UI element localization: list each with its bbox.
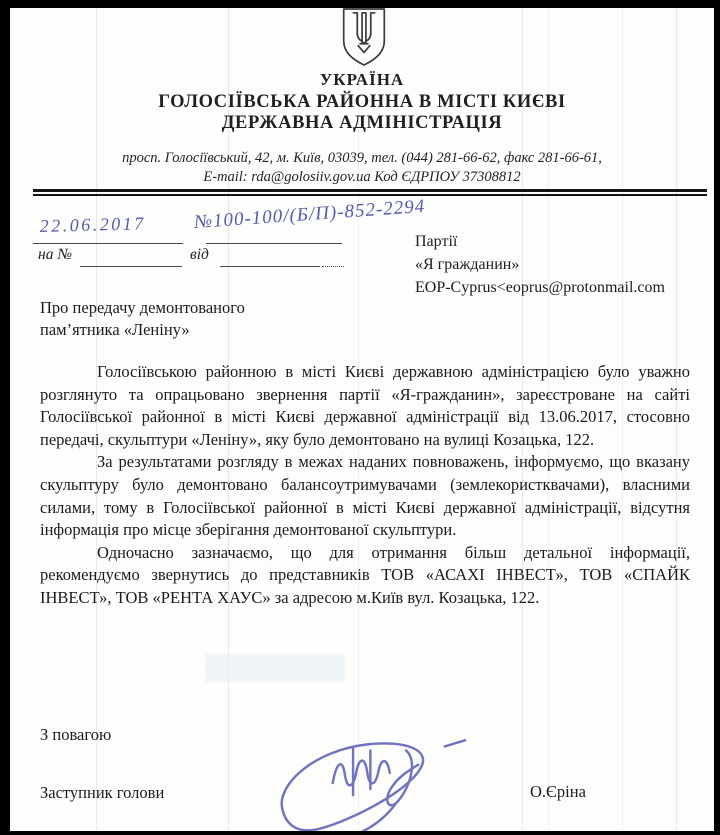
- body-paragraph-3: Одночасно зазначаємо, що для отримання більш детальної інформації, рекомендуємо звернутись до представників ТОВ «АСАХІ ІНВЕСТ», ТОВ «СПАЙК ІНВЕСТ», ТОВ «РЕНТА ХАУС» за адресою м.Київ вул. Козацька, 122.: [40, 542, 690, 607]
- reference-date-handwritten: 22.06.2017: [39, 213, 146, 237]
- letter-body: [40, 361, 690, 610]
- body-paragraph-2: За результатами розгляду в межах наданих повноважень, інформуємо, що вказану скульптуру було демонтовано балансоутримувачами (землекористквачами), власними силами, тому в Голосіївської районної в місті Києві державної адміністрації, відсутня інформація про місце зберігання демонтованої скульптури.: [40, 452, 690, 540]
- reference-date-underline: [33, 242, 183, 244]
- recipient-line1: Партії: [415, 233, 458, 250]
- subject-line1: Про передачу демонтованого: [40, 298, 245, 317]
- handwritten-signature-icon: [265, 724, 490, 831]
- subject-line2: пам’ятника «Леніну»: [40, 319, 190, 339]
- closing-position: Заступник голови: [40, 783, 165, 802]
- faint-stamp-smudge: [205, 654, 345, 682]
- letterhead-org-line1: ГОЛОСІЇВСЬКА РАЙОННА В МІСТІ КИЄВІ: [158, 92, 566, 112]
- letterhead-org-line2: ДЕРЖАВНА АДМІНІСТРАЦІЯ: [221, 113, 503, 133]
- ukraine-trident-emblem-icon: [338, 8, 390, 66]
- reference-number-handwritten: №100-100/(Б/П)-852-2294: [193, 195, 426, 234]
- reference-na-no-label: на №: [38, 246, 72, 263]
- reference-vid-label: від: [190, 246, 209, 263]
- letterhead-address-line2: E-mail: rda@golosiiv.gov.ua Код ЄДРПОУ 37308812: [203, 169, 521, 185]
- body-paragraph-1: Голосіївською районною в місті Києві державною адміністрацією було уважно розглянуто та опрацьовано звернення партії «Я-гражданин», зареєстроване на сайті Голосіївської районної в місті Києві державної адміністрації від 13.06.2017, стосовно передачі, скульптури «Леніну», яку було демонтовано на вулиці Козацька, 122.: [40, 362, 690, 449]
- closing-signer-name: О.Єріна: [530, 782, 586, 801]
- letterhead-divider: [33, 189, 707, 196]
- reference-na-no-underline: [80, 265, 182, 267]
- subject-block: [40, 297, 245, 340]
- closing-regards: З повагою: [40, 725, 112, 744]
- reference-vid-underline-dots: [322, 265, 344, 267]
- recipient-email: EOP-Cyprus<eoprus@protonmail.com: [415, 279, 665, 296]
- reference-vid-underline: [220, 265, 320, 267]
- recipient-block: [415, 230, 665, 299]
- recipient-line2: «Я гражданин»: [415, 256, 520, 273]
- reference-number-underline: [206, 242, 342, 244]
- letter-page: [10, 8, 714, 831]
- letterhead-address-line1: просп. Голосіївський, 42, м. Київ, 03039, тел. (044) 281-66-62, факс 281-66-61,: [122, 150, 602, 166]
- letterhead-country: УКРАЇНА: [319, 70, 405, 89]
